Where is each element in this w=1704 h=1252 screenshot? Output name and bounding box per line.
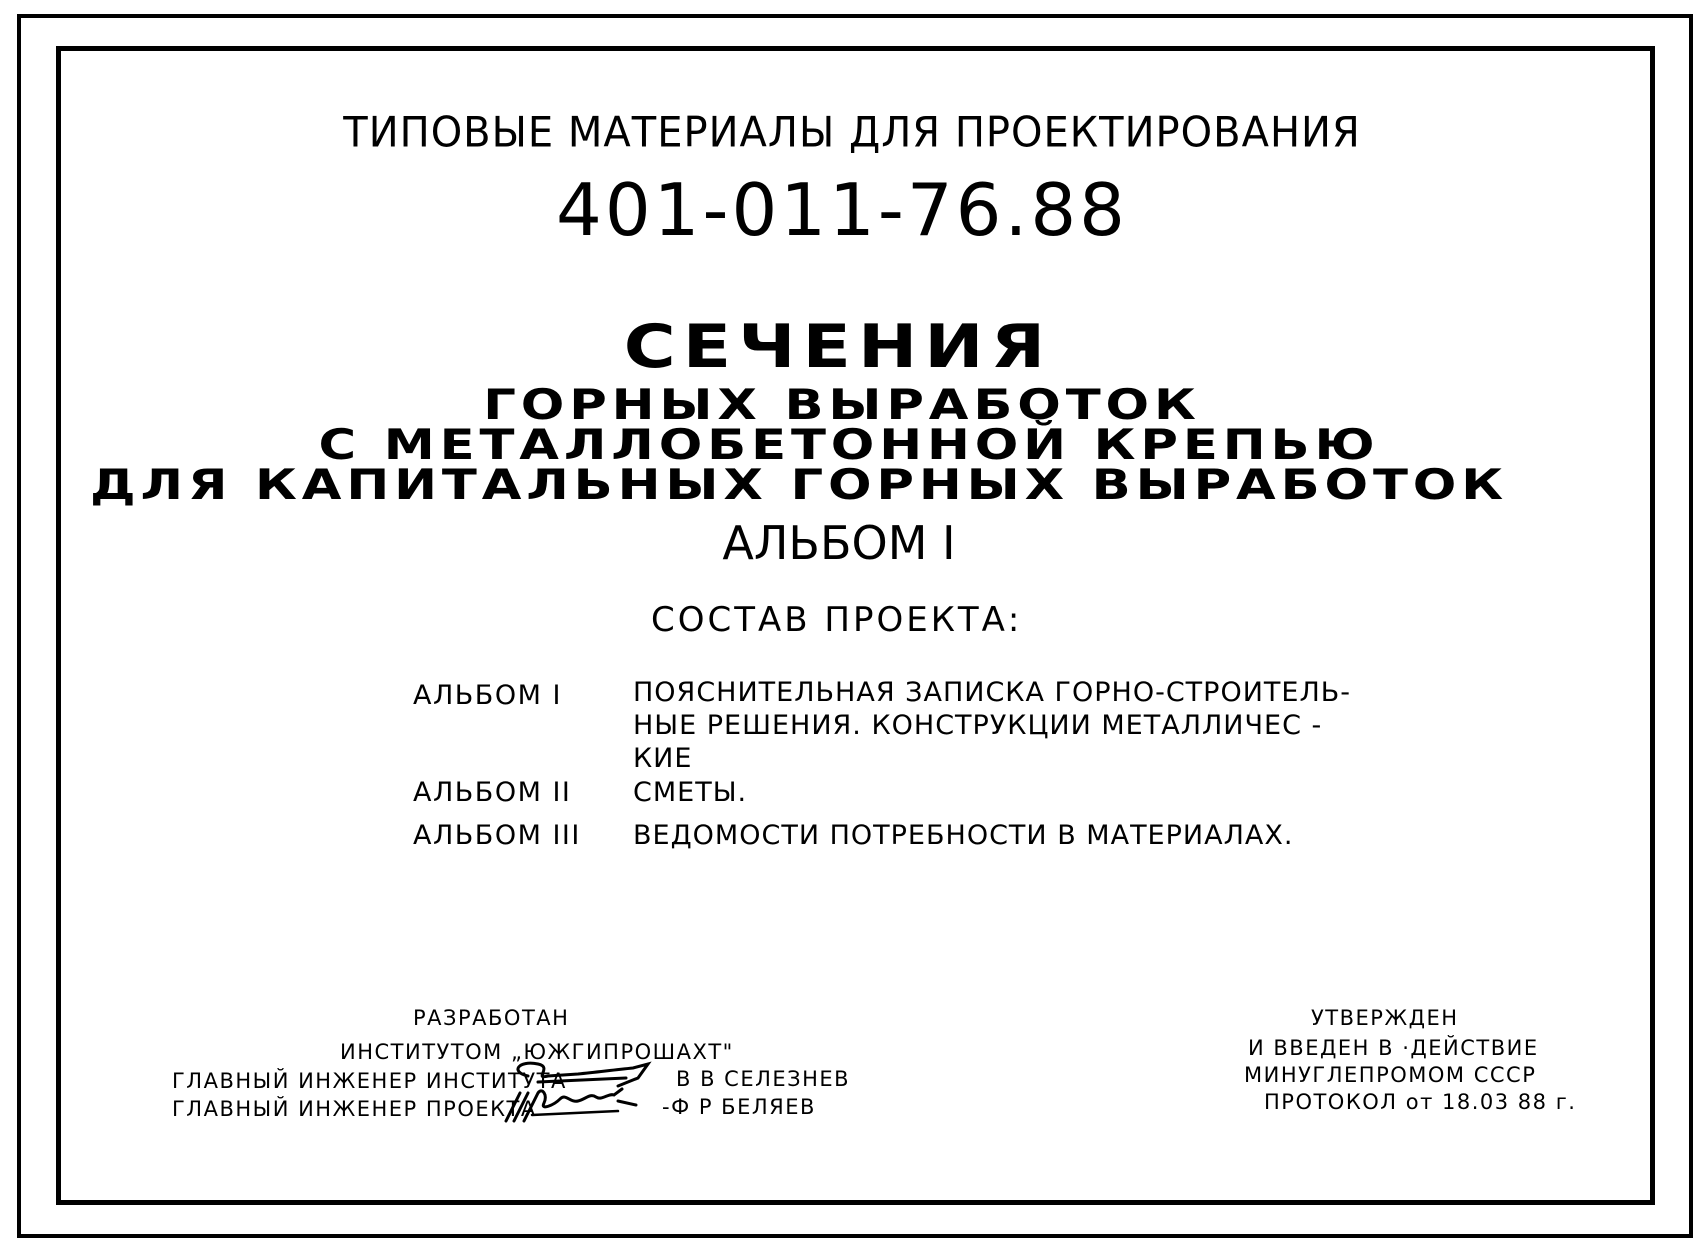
title-line-2: С МЕТАЛЛОБЕТОННОЙ КРЕПЬЮ — [318, 420, 1380, 469]
title-main: СЕЧЕНИЯ — [623, 312, 1053, 382]
approved-line-1: И ВВЕДЕН В ·ДЕЙСТВИЕ — [1248, 1036, 1539, 1060]
album-3-name: АЛЬБОМ III — [413, 820, 581, 851]
developed-label: РАЗРАБОТАН — [413, 1006, 570, 1030]
approved-label: УТВЕРЖДЕН — [1311, 1006, 1459, 1030]
title-line-3: ДЛЯ КАПИТАЛЬНЫХ ГОРНЫХ ВЫРАБОТОК — [90, 460, 1508, 509]
title-line-1: ГОРНЫХ ВЫРАБОТОК — [483, 380, 1201, 429]
approved-line-2: МИНУГЛЕПРОМОМ СССР — [1244, 1063, 1537, 1087]
chief-engineer-project-title: ГЛАВНЫЙ ИНЖЕНЕР ПРОЕКТА — [172, 1097, 537, 1121]
approved-line-3: ПРОТОКОЛ от 18.03 88 г. — [1264, 1090, 1577, 1114]
album-3-desc: ВЕДОМОСТИ ПОТРЕБНОСТИ В МАТЕРИАЛАХ. — [633, 820, 1294, 851]
album-1-desc-line-3: КИЕ — [633, 743, 693, 774]
album-1-name: АЛЬБОМ I — [413, 680, 562, 711]
album-label: АЛЬБОМ I — [722, 516, 956, 570]
series-code: 401-011-76.88 — [556, 168, 1128, 252]
album-2-desc: СМЕТЫ. — [633, 777, 748, 808]
chief-engineer-project-name: -Ф Р БЕЛЯЕВ — [662, 1095, 816, 1119]
composition-heading: СОСТАВ ПРОЕКТА: — [651, 600, 1023, 640]
signature-belyaev — [498, 1085, 658, 1127]
album-1-desc-line-1: ПОЯСНИТЕЛЬНАЯ ЗАПИСКА ГОРНО-СТРОИТЕЛЬ- — [633, 677, 1352, 708]
series-caption: ТИПОВЫЕ МАТЕРИАЛЫ ДЛЯ ПРОЕКТИРОВАНИЯ — [343, 108, 1361, 158]
developed-institute: ИНСТИТУТОМ „ЮЖГИПРОШАХТ" — [340, 1040, 734, 1064]
album-1-desc-line-2: НЫЕ РЕШЕНИЯ. КОНСТРУКЦИИ МЕТАЛЛИЧЕС - — [633, 710, 1323, 741]
chief-engineer-institute-name: В В СЕЛЕЗНЕВ — [676, 1067, 851, 1091]
chief-engineer-institute-title: ГЛАВНЫЙ ИНЖЕНЕР ИНСТИТУТА — [172, 1069, 567, 1093]
album-2-name: АЛЬБОМ II — [413, 777, 572, 808]
